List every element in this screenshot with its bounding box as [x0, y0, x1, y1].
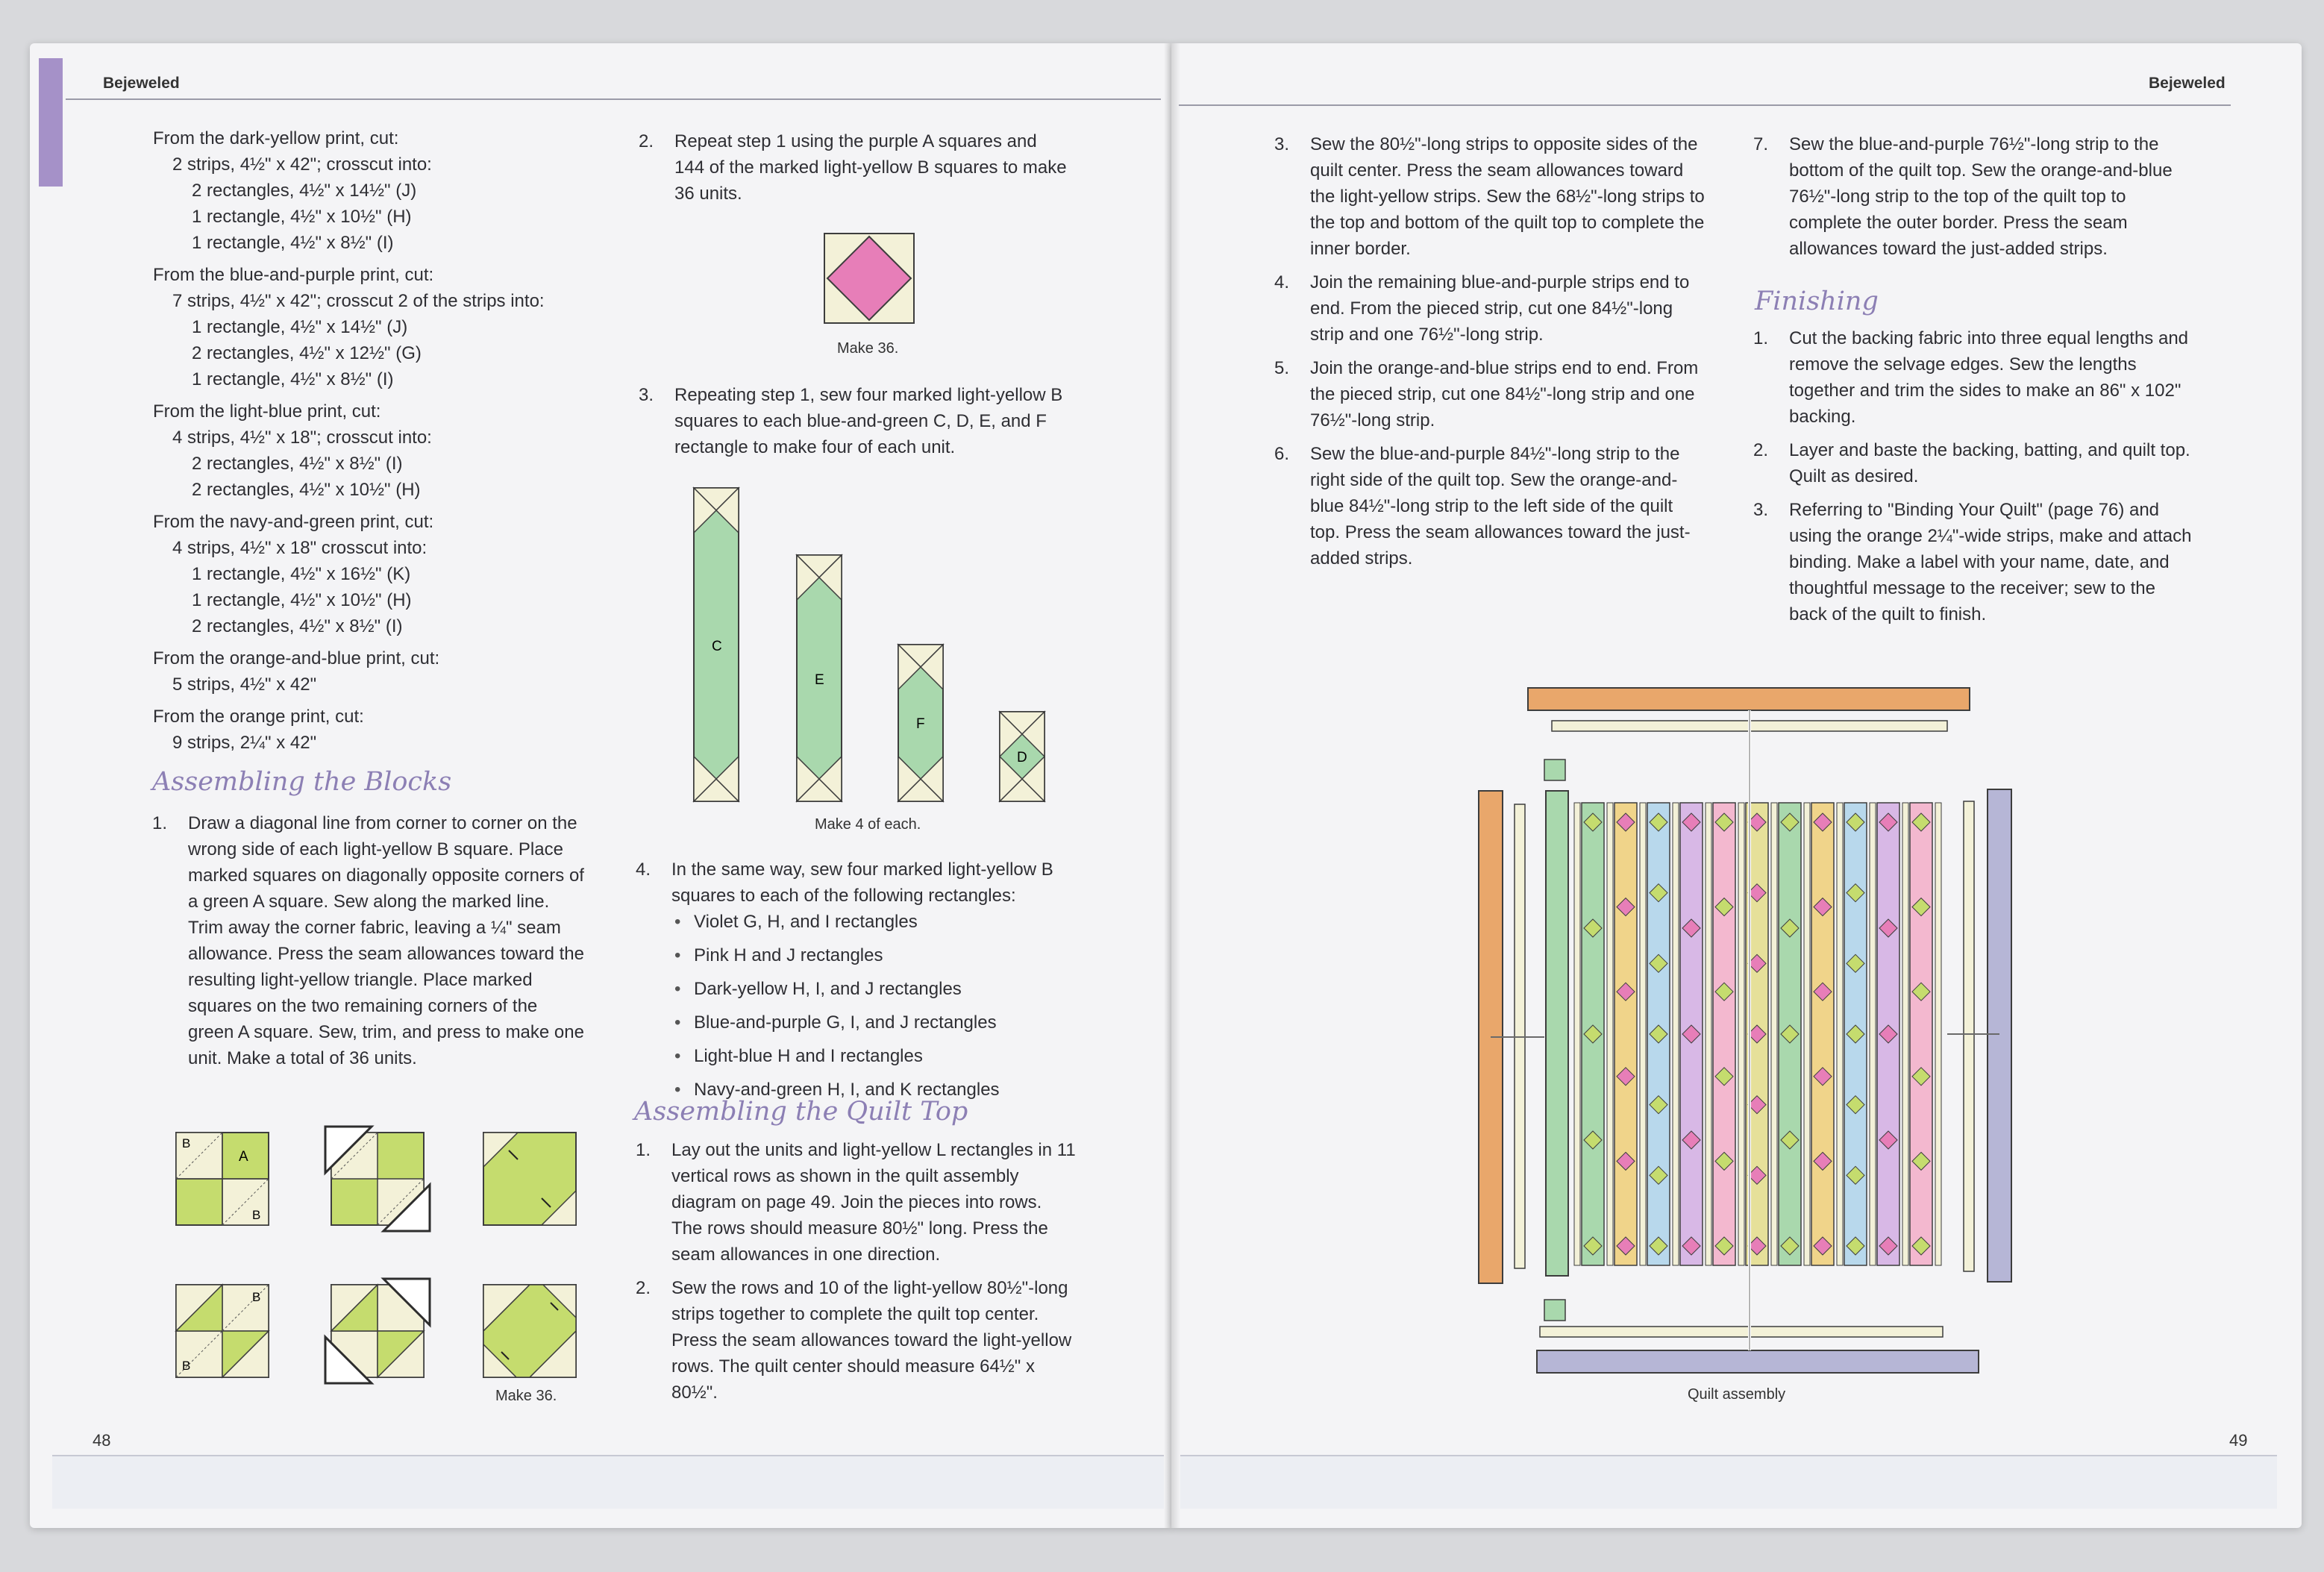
- cutting-subline: 1 rectangle, 4½" x 8½" (I): [192, 233, 394, 253]
- detached-unit-bottom: [1544, 1300, 1565, 1321]
- step-text: Lay out the units and light-yellow L rectangles in 11 vertical rows as shown in the quilt assembly diagram on page 49. Join the pieces into rows. The rows should measure 80½" long. Press the seam allowances in one direction.: [671, 1140, 1076, 1265]
- bullet-item: • Pink H and J rectangles: [671, 942, 1083, 968]
- sashing-strip: [1706, 803, 1711, 1265]
- cutting-list: [153, 125, 608, 756]
- step-text: Join the orange-and-blue strips end to end. From the pieced strip, cut one 84½"-long strip and one 76½"-long strip.: [1310, 358, 1699, 430]
- step-text: Repeat step 1 using the purple A squares and 144 of the marked light-yellow B squares to make 36 units.: [674, 131, 1067, 204]
- list-item: [639, 382, 1079, 460]
- step-text: Cut the backing fabric into three equal lengths and remove the selvage edges. Sew the lengths together and trim the sides to make an 86" x 102" backing.: [1789, 328, 2189, 427]
- cutting-subline: 1 rectangle, 4½" x 14½" (J): [192, 317, 408, 337]
- quilt-row: [1614, 803, 1637, 1265]
- header-rule-left: [66, 98, 1161, 100]
- rectangle-list: [671, 909, 1083, 1103]
- list-item: [636, 1137, 1076, 1268]
- list-item: [1274, 131, 1707, 262]
- rectangle-units-diagram: [686, 485, 1059, 806]
- label-d: D: [1017, 750, 1027, 765]
- label-b: B: [252, 1290, 261, 1304]
- step-text: Sew the blue-and-purple 76½"-long strip to the bottom of the quilt top. Sew the orange-and-blue 76½"-long strip to the top of the quilt top to complete the outer border. Press the seam allowances toward the just-added strips.: [1789, 134, 2173, 259]
- blocks-caption: Make 36.: [495, 1388, 557, 1404]
- page-number-right: 49: [2229, 1431, 2248, 1450]
- step-number: 2.: [639, 131, 654, 151]
- purple-unit-diagram: [824, 233, 916, 325]
- step-number: 5.: [1274, 358, 1290, 378]
- cutting-heading: From the dark-yellow print, cut:: [153, 128, 399, 148]
- mid-step-2: [639, 128, 1071, 214]
- step-number: 3.: [1274, 134, 1290, 154]
- running-head-right: Bejeweled: [2149, 75, 2226, 92]
- step-text: In the same way, sew four marked light-yellow B squares to each of the following rectangles:: [671, 859, 1053, 906]
- step-number: 3.: [639, 385, 654, 405]
- block-unit-step-6: [483, 1285, 576, 1377]
- step-text: Layer and baste the backing, batting, and quilt top. Quilt as desired.: [1789, 440, 2190, 486]
- cutting-heading: From the blue-and-purple print, cut:: [153, 265, 434, 285]
- bullet-item: • Light-blue H and I rectangles: [671, 1043, 1083, 1069]
- step-number: 6.: [1274, 444, 1290, 464]
- step-number: 4.: [1274, 272, 1290, 292]
- step-number: 7.: [1753, 134, 1769, 154]
- sashing-strip: [1607, 803, 1613, 1265]
- step-text: Referring to "Binding Your Quilt" (page 76) and using the orange 2¼"-wide strips, make and attach binding. Make a label with your name, date, and thoughtful message to the receiver; sew to the back of the quilt to finish.: [1789, 500, 2192, 624]
- right-outer-border: [1988, 789, 2011, 1282]
- block-unit-step-1: [176, 1133, 269, 1225]
- unit-e: [797, 555, 842, 801]
- cutting-subline: 2 rectangles, 4½" x 8½" (I): [192, 454, 403, 474]
- cutting-line: 5 strips, 4½" x 42": [172, 674, 317, 695]
- step-number: 1.: [636, 1140, 651, 1160]
- sashing-strip: [1771, 803, 1777, 1265]
- block-unit-step-3: [483, 1133, 576, 1225]
- cutting-line: 4 strips, 4½" x 18"; crosscut into:: [172, 428, 432, 448]
- list-item: [636, 857, 1083, 1103]
- cutting-subline: 1 rectangle, 4½" x 10½" (H): [192, 207, 412, 227]
- list-item: [639, 128, 1071, 207]
- cutting-heading: From the orange print, cut:: [153, 707, 364, 727]
- sashing-strip: [1837, 803, 1843, 1265]
- sashing-strip: [1902, 803, 1908, 1265]
- step-text: Sew the blue-and-purple 84½"-long strip to the right side of the quilt top. Sew the orange-and-blue 84½"-long strip to the left side of the quilt top. Press the seam allowances toward the just-added strips.: [1310, 444, 1691, 569]
- right-step-7: [1753, 131, 2193, 269]
- page-number-left: 48: [93, 1431, 111, 1450]
- label-b: B: [182, 1136, 191, 1150]
- label-e: E: [815, 672, 824, 688]
- step-text: Sew the rows and 10 of the light-yellow 80½"-long strips together to complete the quilt top center. Press the seam allowances toward the light-yellow rows. The quilt center should measure 64½" x 80½".: [671, 1278, 1072, 1403]
- label-b: B: [182, 1359, 191, 1373]
- unit-c: [694, 488, 739, 801]
- cutting-subline: 2 rectangles, 4½" x 14½" (J): [192, 181, 417, 201]
- cutting-line: 4 strips, 4½" x 18" crosscut into:: [172, 538, 427, 558]
- quilt-row: [1910, 803, 1932, 1265]
- cutting-line: 2 strips, 4½" x 42"; crosscut into:: [172, 154, 432, 175]
- bottom-inner-border: [1540, 1327, 1943, 1337]
- step2-caption: Make 36.: [837, 340, 899, 357]
- bullet-item: • Violet G, H, and I rectangles: [671, 909, 1083, 935]
- sashing-strip: [1574, 803, 1580, 1265]
- label-a: A: [239, 1149, 248, 1165]
- sashing-strip: [1870, 803, 1876, 1265]
- book-gutter: [1164, 43, 1180, 1528]
- unit-f: [898, 645, 943, 801]
- cutting-subline: 2 rectangles, 4½" x 10½" (H): [192, 480, 421, 500]
- top-outer-border: [1528, 688, 1970, 710]
- list-item: [1753, 437, 2193, 489]
- quilt-row: [1811, 803, 1834, 1265]
- bullet-item: • Blue-and-purple G, I, and J rectangles: [671, 1009, 1083, 1036]
- section-heading-finishing: Finishing: [1755, 286, 1879, 316]
- list-item: [152, 810, 585, 1071]
- list-item: [1753, 497, 2193, 627]
- finishing-steps: [1753, 325, 2193, 635]
- cutting-subline: 2 rectangles, 4½" x 8½" (I): [192, 616, 403, 636]
- block-unit-step-4: [176, 1285, 269, 1377]
- list-item: [1753, 131, 2193, 262]
- block-steps-diagram: [172, 1133, 589, 1386]
- label-b: B: [252, 1208, 261, 1222]
- label-f: F: [916, 716, 925, 732]
- step-text: Sew the 80½"-long strips to opposite sides of the quilt center. Press the seam allowances toward the light-yellow strips. Sew the 68½"-long strips to the top and bottom of the quilt top to complete the inner border.: [1310, 134, 1705, 259]
- detached-unit-top: [1544, 760, 1565, 780]
- unit-d: [1000, 712, 1044, 801]
- blocks-step-1: [152, 810, 585, 1079]
- quilt-assembly-caption: Quilt assembly: [1688, 1386, 1786, 1403]
- sashing-strip: [1738, 803, 1744, 1265]
- step-text: Repeating step 1, sew four marked light-yellow B squares to each blue-and-green C, D, E, and F rectangle to make four of each unit.: [674, 385, 1063, 457]
- assembling-top-steps: [636, 1137, 1076, 1413]
- step-number: 1.: [152, 813, 168, 833]
- bullet-item: • Dark-yellow H, I, and J rectangles: [671, 976, 1083, 1002]
- sashing-strip: [1673, 803, 1679, 1265]
- step-number: 4.: [636, 859, 651, 880]
- detached-left-row: [1546, 791, 1568, 1276]
- cutting-subline: 2 rectangles, 4½" x 12½" (G): [192, 343, 422, 363]
- list-item: [1753, 325, 2193, 430]
- bottom-outer-border: [1537, 1350, 1979, 1373]
- step-number: 1.: [1753, 328, 1769, 348]
- step3-caption: Make 4 of each.: [815, 816, 921, 833]
- step-number: 3.: [1753, 500, 1769, 520]
- section-heading-assembling-blocks: Assembling the Blocks: [152, 767, 452, 797]
- mid-step-4: [636, 857, 1083, 1110]
- cutting-subline: 1 rectangle, 4½" x 16½" (K): [192, 564, 411, 584]
- quilt-assembly-diagram: [1462, 679, 2029, 1380]
- cutting-line: 7 strips, 4½" x 42"; crosscut 2 of the strips into:: [172, 291, 545, 311]
- block-unit-step-2: [325, 1127, 430, 1231]
- list-item: [636, 1275, 1076, 1406]
- right-steps-col1: [1274, 131, 1707, 579]
- list-item: [1274, 355, 1707, 433]
- step-text: Join the remaining blue-and-purple strips end to end. From the pieced strip, cut one 84½"-long strip and one 76½"-long strip.: [1310, 272, 1690, 345]
- section-heading-assembling-top: Assembling the Quilt Top: [634, 1097, 968, 1127]
- running-head-left: Bejeweled: [103, 75, 180, 92]
- sashing-strip: [1804, 803, 1810, 1265]
- right-inner-border: [1964, 801, 1974, 1271]
- cutting-heading: From the navy-and-green print, cut:: [153, 512, 434, 532]
- step-number: 2.: [1753, 440, 1769, 460]
- chapter-tab: [39, 58, 63, 187]
- cutting-heading: From the light-blue print, cut:: [153, 401, 381, 422]
- sashing-strip: [1935, 803, 1941, 1265]
- sashing-strip: [1640, 803, 1646, 1265]
- cutting-subline: 1 rectangle, 4½" x 10½" (H): [192, 590, 412, 610]
- step-text: Draw a diagonal line from corner to corner on the wrong side of each light-yellow B square. Place marked squares on diagonally opposite corners of a green A square. Sew along the marked line. Trim away the corner fabric, leaving a ¼" seam allowance. Press the seam allowances toward the resulting light-yellow triangle. Place marked squares on the two remaining corners of the green A square. Sew, trim, and press to make one unit. Make a total of 36 units.: [188, 813, 584, 1068]
- list-item: [1274, 441, 1707, 572]
- bullet-item: • Navy-and-green H, I, and K rectangles: [671, 1077, 1083, 1103]
- block-unit-step-5: [325, 1279, 430, 1383]
- cutting-subline: 1 rectangle, 4½" x 8½" (I): [192, 369, 394, 389]
- cutting-line: 9 strips, 2¼" x 42": [172, 733, 317, 753]
- cutting-heading: From the orange-and-blue print, cut:: [153, 648, 440, 668]
- label-c: C: [712, 639, 722, 654]
- quilt-row: [1713, 803, 1735, 1265]
- header-rule-right: [1179, 104, 2231, 106]
- footer-band-right: [1180, 1455, 2277, 1509]
- footer-band-left: [52, 1455, 1164, 1509]
- list-item: [1274, 269, 1707, 348]
- step-number: 2.: [636, 1278, 651, 1298]
- mid-step-3: [639, 382, 1079, 468]
